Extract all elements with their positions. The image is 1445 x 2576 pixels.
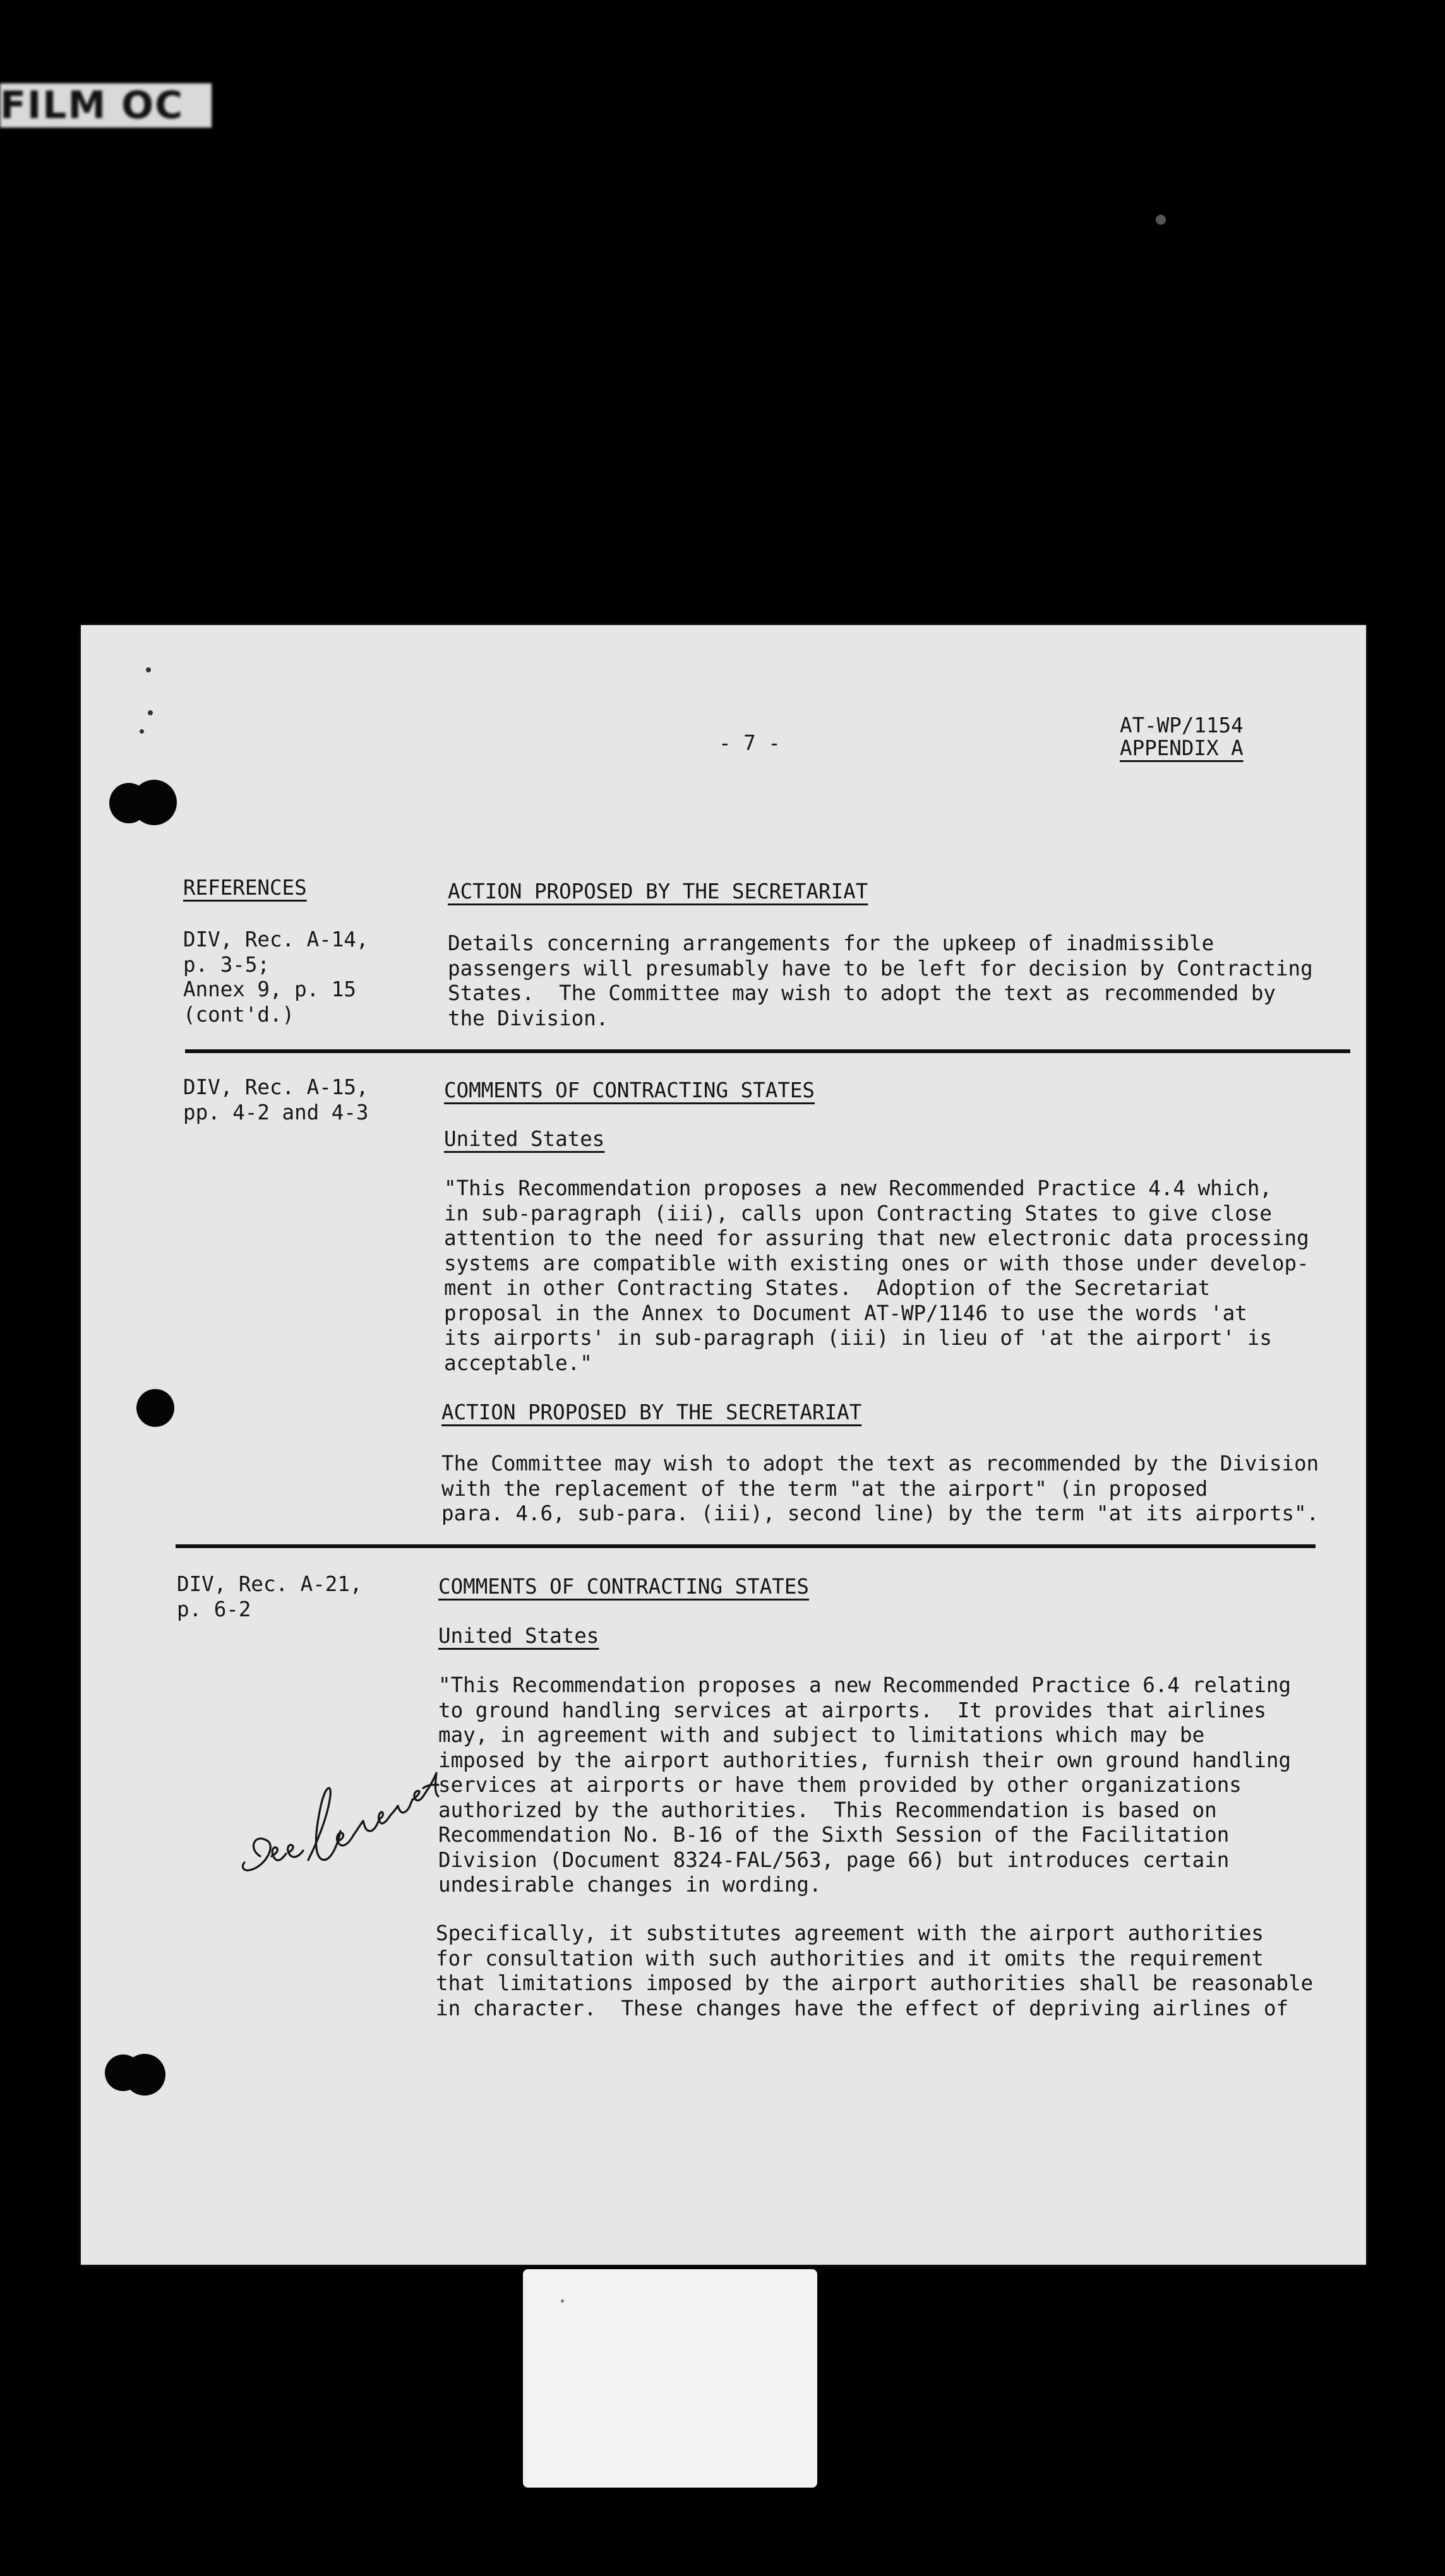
section-body: Specifically, it substitutes agreement with the airport authorities for consultation with such authorities and it omits the requirement that limitations imposed by the airport authorities shall be reasonable in character. These changes have the effect of depriving airlines of bbox=[436, 1921, 1314, 2020]
page-speck bbox=[148, 710, 153, 715]
document-page bbox=[81, 625, 1366, 2265]
section-divider bbox=[185, 1049, 1350, 1053]
film-speck bbox=[1156, 215, 1166, 225]
section-heading: ACTION PROPOSED BY THE SECRETARIAT bbox=[448, 880, 868, 903]
card-speck bbox=[561, 2299, 564, 2303]
section-heading: ACTION PROPOSED BY THE SECRETARIAT bbox=[441, 1400, 862, 1424]
section-body: "This Recommendation proposes a new Recommended Practice 6.4 relating to ground handling services at airports. It provides that airlines may, in agreement with and subject to limitations which may be imposed by the airport authorities, furnish their own ground handling services at airports or have them provided by other organizations authorized by the authorities. This Recommendation is based on Recommendation No. B-16 of the Sixth Session of the Facilitation Division (Document 8324-FAL/563, page 66) but introduces certain undesirable changes in wording. bbox=[438, 1673, 1292, 1897]
punch-hole bbox=[124, 2054, 165, 2096]
section-body: The Committee may wish to adopt the text as recommended by the Division with the replacement of the term "at the airport" (in proposed para. 4.6, sub-para. (iii), second line) by the term "at its airports". bbox=[441, 1452, 1319, 1525]
section-body: "This Recommendation proposes a new Recommended Practice 4.4 which, in sub-paragraph (iii), calls upon Contracting States to give close attention to the need for assuring that new electronic data processing systems are compatible with existing ones or with those under develop- ment in other Contracting States. Adoption of the Secretariat proposal in the Annex to Document AT-WP/1146 to use the words 'at its airports' in sub-paragraph (iii) in lieu of 'at the airport' is acceptable." bbox=[444, 1176, 1309, 1375]
page-speck bbox=[140, 729, 144, 734]
film-label: FILM OC bbox=[0, 83, 212, 128]
section-subheading: United States bbox=[444, 1127, 605, 1151]
section-body: Details concerning arrangements for the upkeep of inadmissible passengers will presumably have to be left for decision by Contracting States. The Committee may wish to adopt the text as recommended by the Division. bbox=[448, 931, 1313, 1030]
document-id: AT-WP/1154 bbox=[1120, 713, 1244, 737]
page-number: - 7 - bbox=[719, 731, 781, 755]
section-reference: DIV, Rec. A-21, p. 6-2 bbox=[177, 1572, 363, 1621]
references-heading: REFERENCES bbox=[183, 876, 307, 900]
punch-hole bbox=[131, 780, 177, 825]
section-heading: COMMENTS OF CONTRACTING STATES bbox=[438, 1575, 809, 1599]
appendix-label: APPENDIX A bbox=[1120, 736, 1244, 760]
punch-hole bbox=[136, 1389, 174, 1427]
section-subheading: United States bbox=[438, 1624, 599, 1648]
section-reference: DIV, Rec. A-14, p. 3-5; Annex 9, p. 15 (cont'd.) bbox=[183, 927, 369, 1027]
section-divider bbox=[176, 1544, 1316, 1548]
section-reference: DIV, Rec. A-15, pp. 4-2 and 4-3 bbox=[183, 1075, 369, 1124]
handwritten-note bbox=[239, 1762, 491, 1888]
section-heading: COMMENTS OF CONTRACTING STATES bbox=[444, 1078, 815, 1102]
page-speck bbox=[146, 667, 151, 672]
film-target-card bbox=[523, 2269, 817, 2488]
